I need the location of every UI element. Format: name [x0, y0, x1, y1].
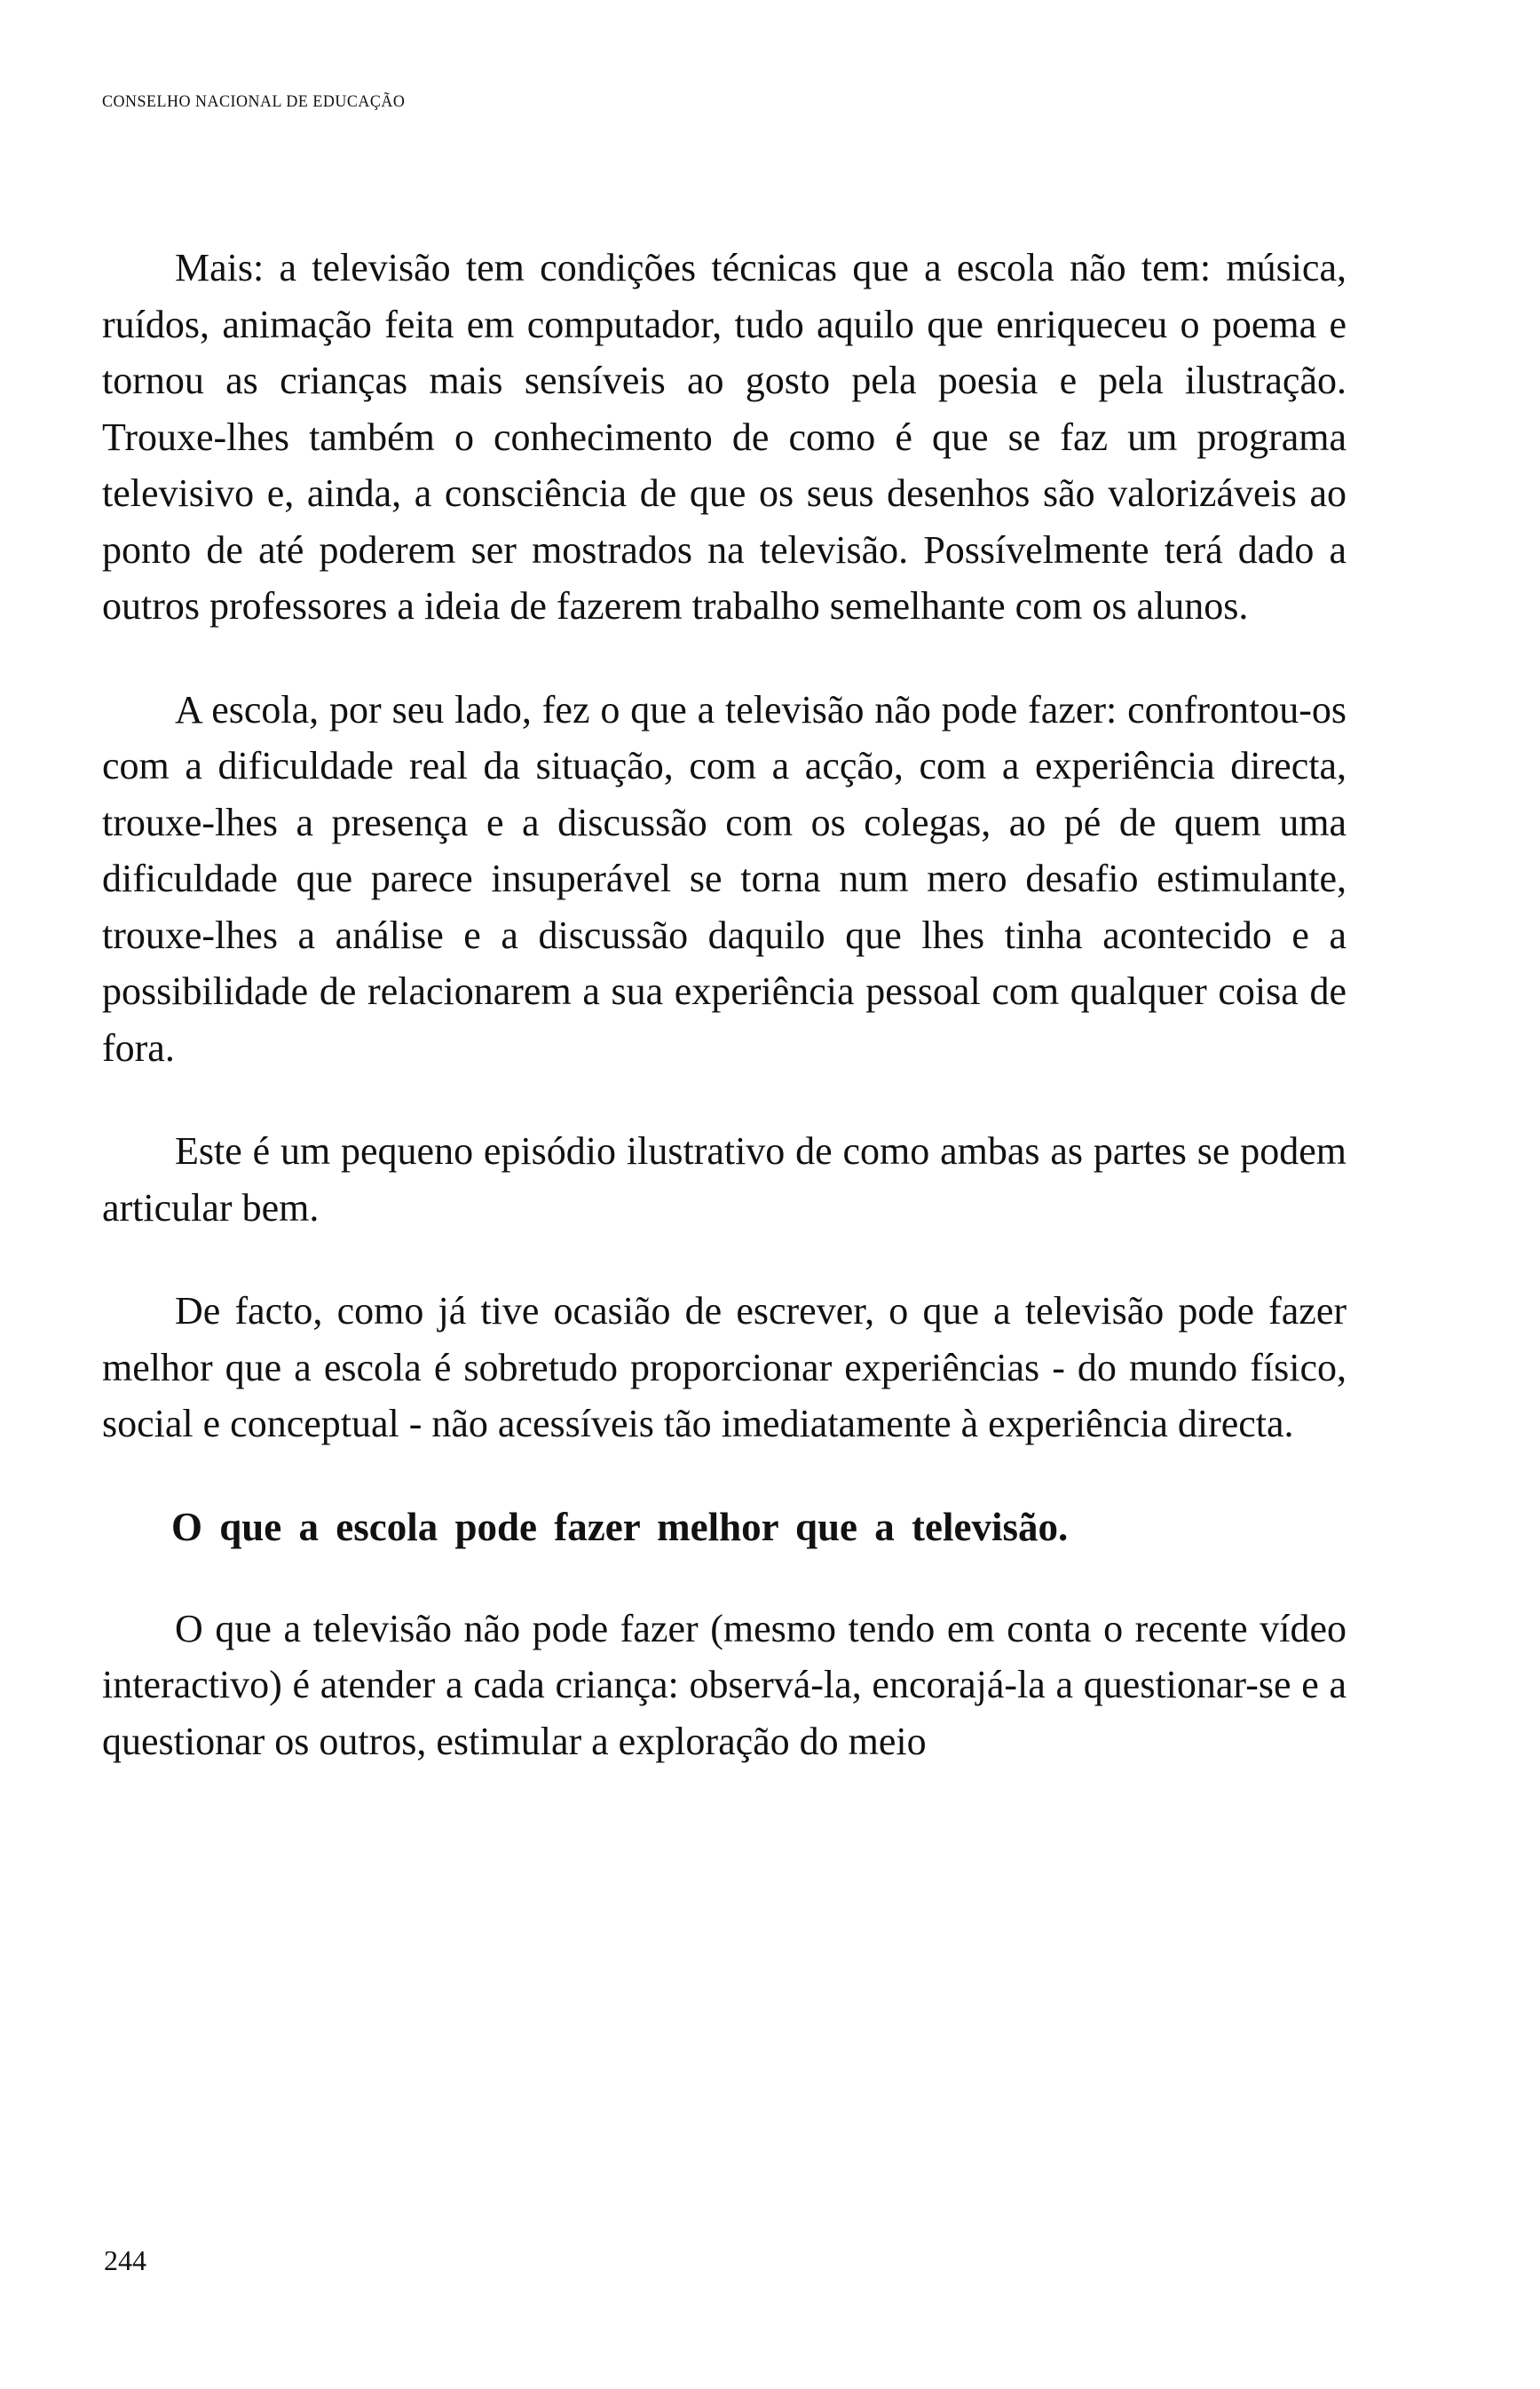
paragraph-5: O que a televisão não pode fazer (mesmo tendo em conta o recente vídeo interactivo) é atender a cada criança: observá-la, encorajá-la a questionar-se e a questionar os outros, estimular a exploração do meio — [102, 1606, 1347, 1763]
running-header: CONSELHO NACIONAL DE EDUCAÇÃO — [102, 91, 406, 110]
page-body — [102, 240, 1347, 1816]
paragraph-2: A escola, por seu lado, fez o que a televisão não pode fazer: confrontou-os com a dificuldade real da situação, com a acção, com a experiência directa, trouxe-lhes a presença e a discussão com os colegas, ao pé de quem uma dificuldade que parece insuperável se torna num mero desafio estimulante, trouxe-lhes a análise e a discussão daquilo que lhes tinha acontecido e a possibilidade de relacionarem a sua experiência pessoal com qualquer coisa de fora. — [102, 687, 1347, 1070]
page-number: 244 — [104, 2244, 146, 2276]
section-heading: O que a escola pode fazer melhor que a televisão. — [171, 1504, 1069, 1549]
paragraph-4: De facto, como já tive ocasião de escrever, o que a televisão pode fazer melhor que a escola é sobretudo proporcionar experiências - do mundo físico, social e conceptual - não acessíveis tão imediatamente à experiência directa. — [102, 1289, 1347, 1445]
paragraph-1: Mais: a televisão tem condições técnicas que a escola não tem: música, ruídos, animação feita em computador, tudo aquilo que enriqueceu o poema e tornou as crianças mais sensíveis ao gosto pela poesia e pela ilustração. Trouxe-lhes também o conhecimento de como é que se faz um programa televisivo e, ainda, a consciência de que os seus desenhos são valorizáveis ao ponto de até poderem ser mostrados na televisão. Possívelmente terá dado a outros professores a ideia de fazerem trabalho semelhante com os alunos. — [102, 246, 1347, 628]
paragraph-3: Este é um pequeno episódio ilustrativo de como ambas as partes se podem articular bem. — [102, 1129, 1347, 1230]
